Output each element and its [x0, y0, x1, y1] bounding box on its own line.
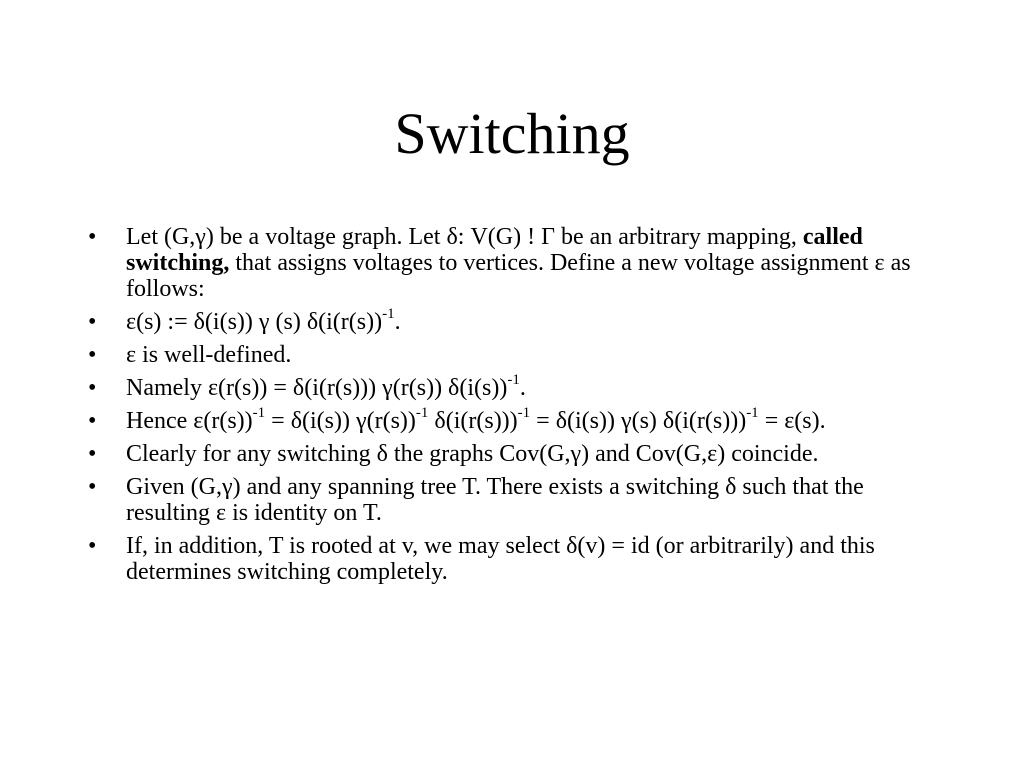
slide-title: Switching: [394, 101, 630, 166]
bullet-5-text-a: Hence ε(r(s)): [126, 408, 253, 434]
bullet-1-text-a: Let (G,γ) be a voltage graph. Let δ: V(G) ! Γ be an arbitrary mapping,: [126, 224, 803, 250]
bullet-6-text: Clearly for any switching δ the graphs Cov(G,γ) and Cov(G,ε) coincide.: [126, 441, 819, 467]
bullet-1-bold-term: called switching,: [126, 224, 863, 276]
bullet-3-text: ε is well-defined.: [126, 342, 292, 368]
bullet-icon: •: [88, 408, 97, 434]
bullet-item-3: [88, 342, 948, 368]
bullet-7-text: Given (G,γ) and any spanning tree T. There exists a switching δ such that the resulting ε is identity on T.: [126, 474, 864, 526]
bullet-1-text-b: that assigns voltages to vertices. Define a new voltage assignment ε as follows:: [126, 250, 911, 302]
bullet-item-7: [88, 474, 948, 526]
bullet-item-1: [88, 224, 948, 302]
bullet-icon: •: [88, 309, 97, 335]
bullet-icon: •: [88, 375, 97, 401]
bullet-item-5: [88, 405, 948, 434]
bullet-item-6: [88, 441, 948, 467]
bullet-icon: •: [88, 533, 97, 559]
bullet-item-4: [88, 372, 948, 401]
bullet-icon: •: [88, 441, 97, 467]
bullet-item-2: [88, 306, 948, 335]
bullet-5-text-c: δ(i(r(s))): [428, 408, 518, 434]
bullet-5-text-e: = ε(s).: [758, 408, 826, 434]
bullet-list: [88, 224, 948, 592]
bullet-5-superscript-1: -1: [252, 405, 266, 421]
bullet-8-text: If, in addition, T is rooted at v, we may select δ(v) = id (or arbitrarily) and this determines switching completely.: [126, 533, 875, 585]
bullet-icon: •: [88, 224, 97, 250]
bullet-2-text-b: .: [394, 309, 401, 335]
bullet-5-superscript-4: -1: [746, 405, 759, 421]
bullet-4-text-a: Namely ε(r(s)) = δ(i(r(s))) γ(r(s)) δ(i(s)): [126, 375, 508, 401]
bullet-4-superscript: -1: [507, 372, 520, 388]
bullet-5-text-d: = δ(i(s)) γ(s) δ(i(r(s))): [530, 408, 747, 434]
bullet-5-superscript-3: -1: [517, 405, 531, 421]
bullet-4-text-b: .: [519, 375, 526, 401]
bullet-2-text-a: ε(s) := δ(i(s)) γ (s) δ(i(r(s)): [126, 309, 383, 335]
bullet-icon: •: [88, 474, 97, 500]
bullet-icon: •: [88, 342, 97, 368]
bullet-5-superscript-2: -1: [415, 405, 429, 421]
bullet-item-8: [88, 533, 948, 585]
bullet-5-text-b: = δ(i(s)) γ(r(s)): [265, 408, 416, 434]
bullet-2-superscript: -1: [382, 306, 395, 322]
